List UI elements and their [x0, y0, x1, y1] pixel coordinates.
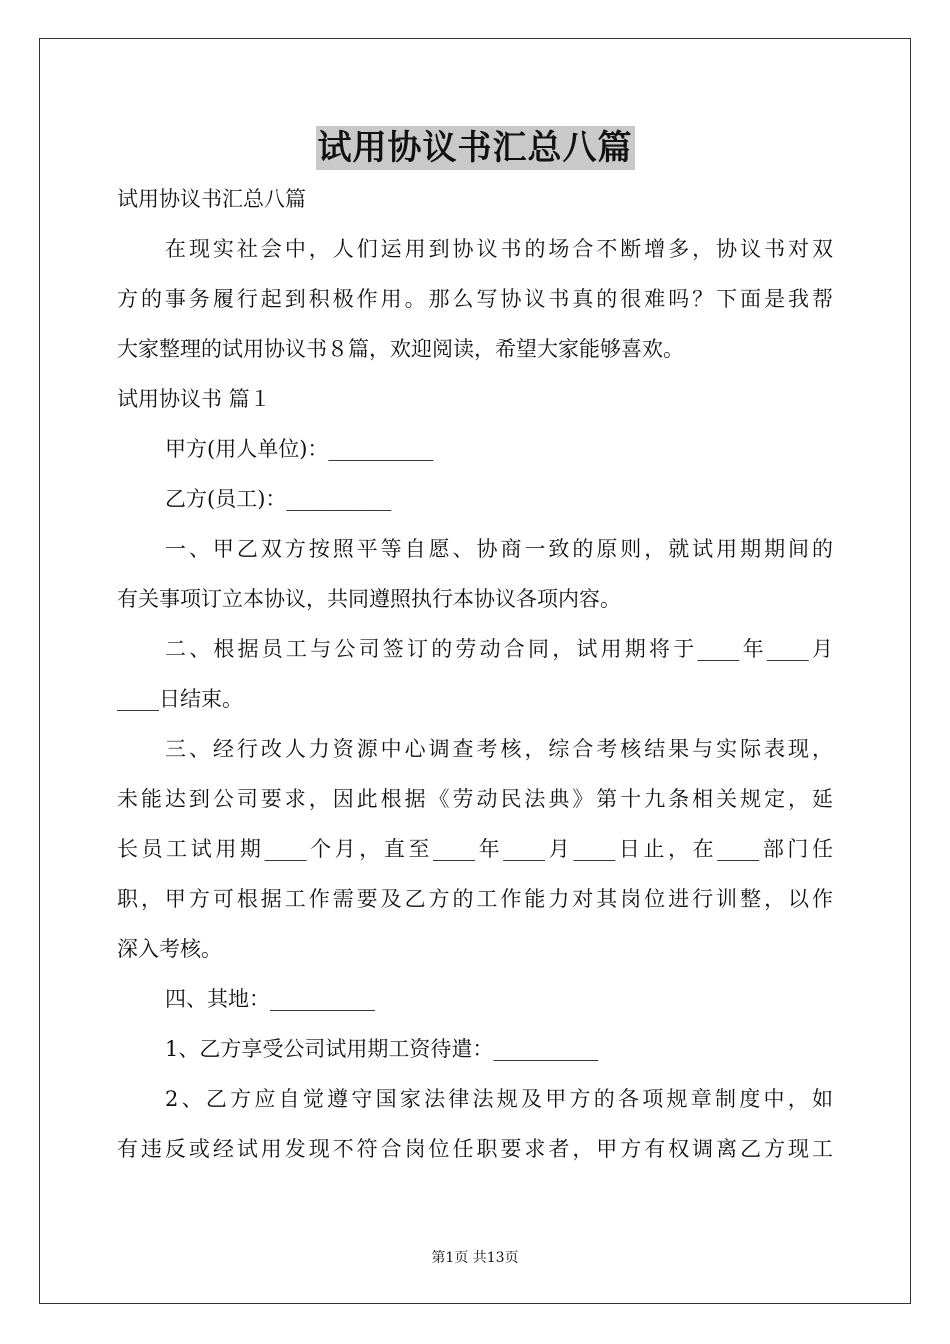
clause-line: 二、根据员工与公司签订的劳动合同，试用期将于____年____月 [165, 637, 833, 661]
paragraph-line: 方的事务履行起到积极作用。那么写协议书真的很难吗？下面是我帮 [117, 287, 833, 311]
subtitle-line: 试用协议书汇总八篇 [117, 187, 306, 211]
paragraph-line: 在现实社会中，人们运用到协议书的场合不断增多，协议书对双 [165, 237, 833, 261]
paragraph-line: 大家整理的试用协议书８篇，欢迎阅读，希望大家能够喜欢。 [117, 337, 684, 361]
clause-line: 2、乙方应自觉遵守国家法律法规及甲方的各项规章制度中，如 [165, 1087, 833, 1111]
document-title: 试用协议书汇总八篇 [317, 128, 633, 168]
clause-line: 深入考核。 [117, 937, 222, 961]
clause-line: 有违反或经试用发现不符合岗位任职要求者，甲方有权调离乙方现工 [117, 1137, 833, 1161]
title-container [0, 126, 950, 170]
clause-line: 职，甲方可根据工作需要及乙方的工作能力对其岗位进行训整，以作 [117, 887, 833, 911]
clause-line: 三、经行改人力资源中心调查考核，综合考核结果与实际表现， [165, 737, 833, 761]
page-footer: 第1页 共13页 [431, 1250, 519, 1266]
clause-line: ____日结束。 [117, 687, 243, 711]
clause-line: 未能达到公司要求，因此根据《劳动民法典》第十九条相关规定，延 [117, 787, 833, 811]
clause-line: 有关事项订立本协议，共同遵照执行本协议各项内容。 [117, 587, 621, 611]
party-a-line: 甲方(用人单位)：__________ [165, 437, 434, 461]
clause-line: 长员工试用期____个月，直至____年____月____日止，在____部门任 [117, 837, 833, 861]
party-b-line: 乙方(员工)：__________ [165, 487, 392, 511]
document-body [117, 180, 833, 1180]
clause-line: 一、甲乙双方按照平等自愿、协商一致的原则，就试用期期间的 [165, 537, 833, 561]
clause-line: 1、乙方享受公司试用期工资待遣：__________ [165, 1037, 599, 1061]
clause-line: 四、其地：__________ [165, 987, 375, 1011]
section-heading: 试用协议书 篇１ [117, 387, 271, 411]
